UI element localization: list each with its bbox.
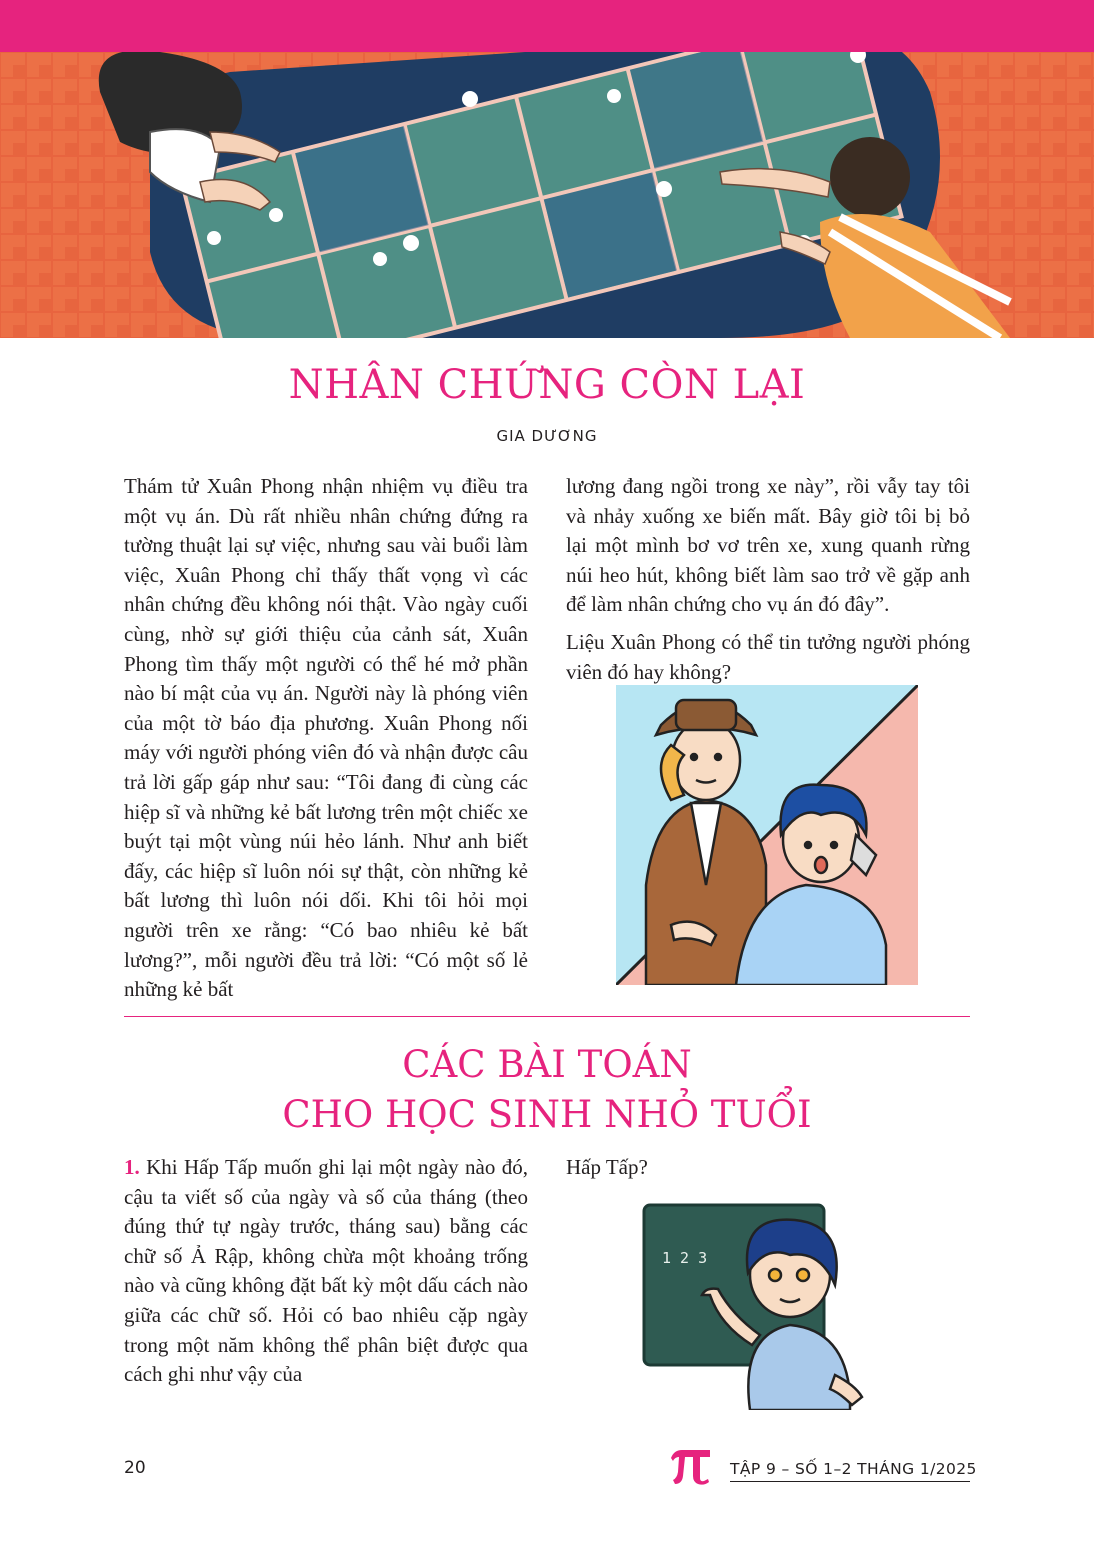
problem-text: Khi Hấp Tấp muốn ghi lại một ngày nào đó, cậu ta viết số của ngày và số của tháng (theo đúng thứ tự ngày trước, tháng sau) bằng các chữ số Ả Rập, không chừa một khoảng trống nào và cũng không đặt bất kỳ một dấu cách nào giữa các chữ số. Hỏi có bao nhiêu cặp ngày trong một năm không thể phân biệt được qua cách ghi như vậy của <box>124 1155 529 1387</box>
problem-1 <box>124 1153 528 1390</box>
section-title-line: CÁC BÀI TOÁN <box>402 1043 692 1086</box>
section-title <box>0 1040 1094 1140</box>
problem-column-left <box>124 1153 528 1390</box>
problem-continued: Hấp Tấp? <box>566 1155 648 1179</box>
hero-illustration <box>0 52 1094 338</box>
article-column-left <box>124 472 528 1005</box>
footer-rule <box>730 1481 970 1482</box>
section-divider <box>124 1016 970 1017</box>
article-author: GIA DƯƠNG <box>496 427 598 445</box>
page-number: 20 <box>124 1458 146 1478</box>
problem-column-right <box>566 1153 970 1183</box>
student-chalkboard-illustration <box>640 1195 865 1410</box>
chalkboard-digits: 1 2 3 <box>662 1249 708 1267</box>
article-paragraph: lương đang ngồi trong xe này”, rồi vẫy tay tôi và nhảy xuống xe biến mất. Bây giờ tôi bị bỏ lại một mình bơ vơ trên xe, xung quanh rừng núi heo hút, không biết làm sao trở về gặp anh để làm nhân chứng cho vụ án đó đây”. <box>566 474 970 617</box>
top-accent-bar <box>0 0 1094 52</box>
article-question: Liệu Xuân Phong có thể tin tưởng người phóng viên đó hay không? <box>566 629 970 684</box>
section-title-line: CHO HỌC SINH NHỎ TUỔI <box>282 1093 812 1136</box>
issue-info: TẬP 9 – SỐ 1–2 THÁNG 1/2025 <box>730 1460 977 1478</box>
article-paragraph: Thám tử Xuân Phong nhận nhiệm vụ điều tra một vụ án. Dù rất nhiều nhân chứng đứng ra tường thuật lại sự việc, nhưng sau vài buổi làm việc, Xuân Phong chỉ thấy thất vọng vì các nhân chứng đều không nói thật. Vào ngày cuối cùng, nhờ sự giới thiệu của cảnh sát, Xuân Phong tìm thấy một người có thể hé mở phần nào bí mật của vụ án. Người này là phóng viên của một tờ báo địa phương. Xuân Phong nối máy với người phóng viên đó và nhận được câu trả lời gấp gáp như sau: “Tôi đang đi cùng các hiệp sĩ và những kẻ bất lương trên một chiếc xe buýt tại một vùng núi hẻo lánh. Như anh biết đấy, các hiệp sĩ luôn nói sự thật, còn những kẻ bất lương thì luôn nói dối. Khi tôi hỏi mọi người trên xe rằng: “Có bao nhiêu kẻ bất lương?”, mỗi người đều trả lời: “Có một số lẻ những kẻ bất <box>124 474 528 1002</box>
phone-call-illustration <box>616 685 918 985</box>
article-title: NHÂN CHỨNG CÒN LẠI <box>288 362 806 408</box>
problem-number: 1. <box>124 1155 140 1179</box>
article-column-right <box>566 472 970 687</box>
pi-logo-icon <box>668 1446 712 1486</box>
